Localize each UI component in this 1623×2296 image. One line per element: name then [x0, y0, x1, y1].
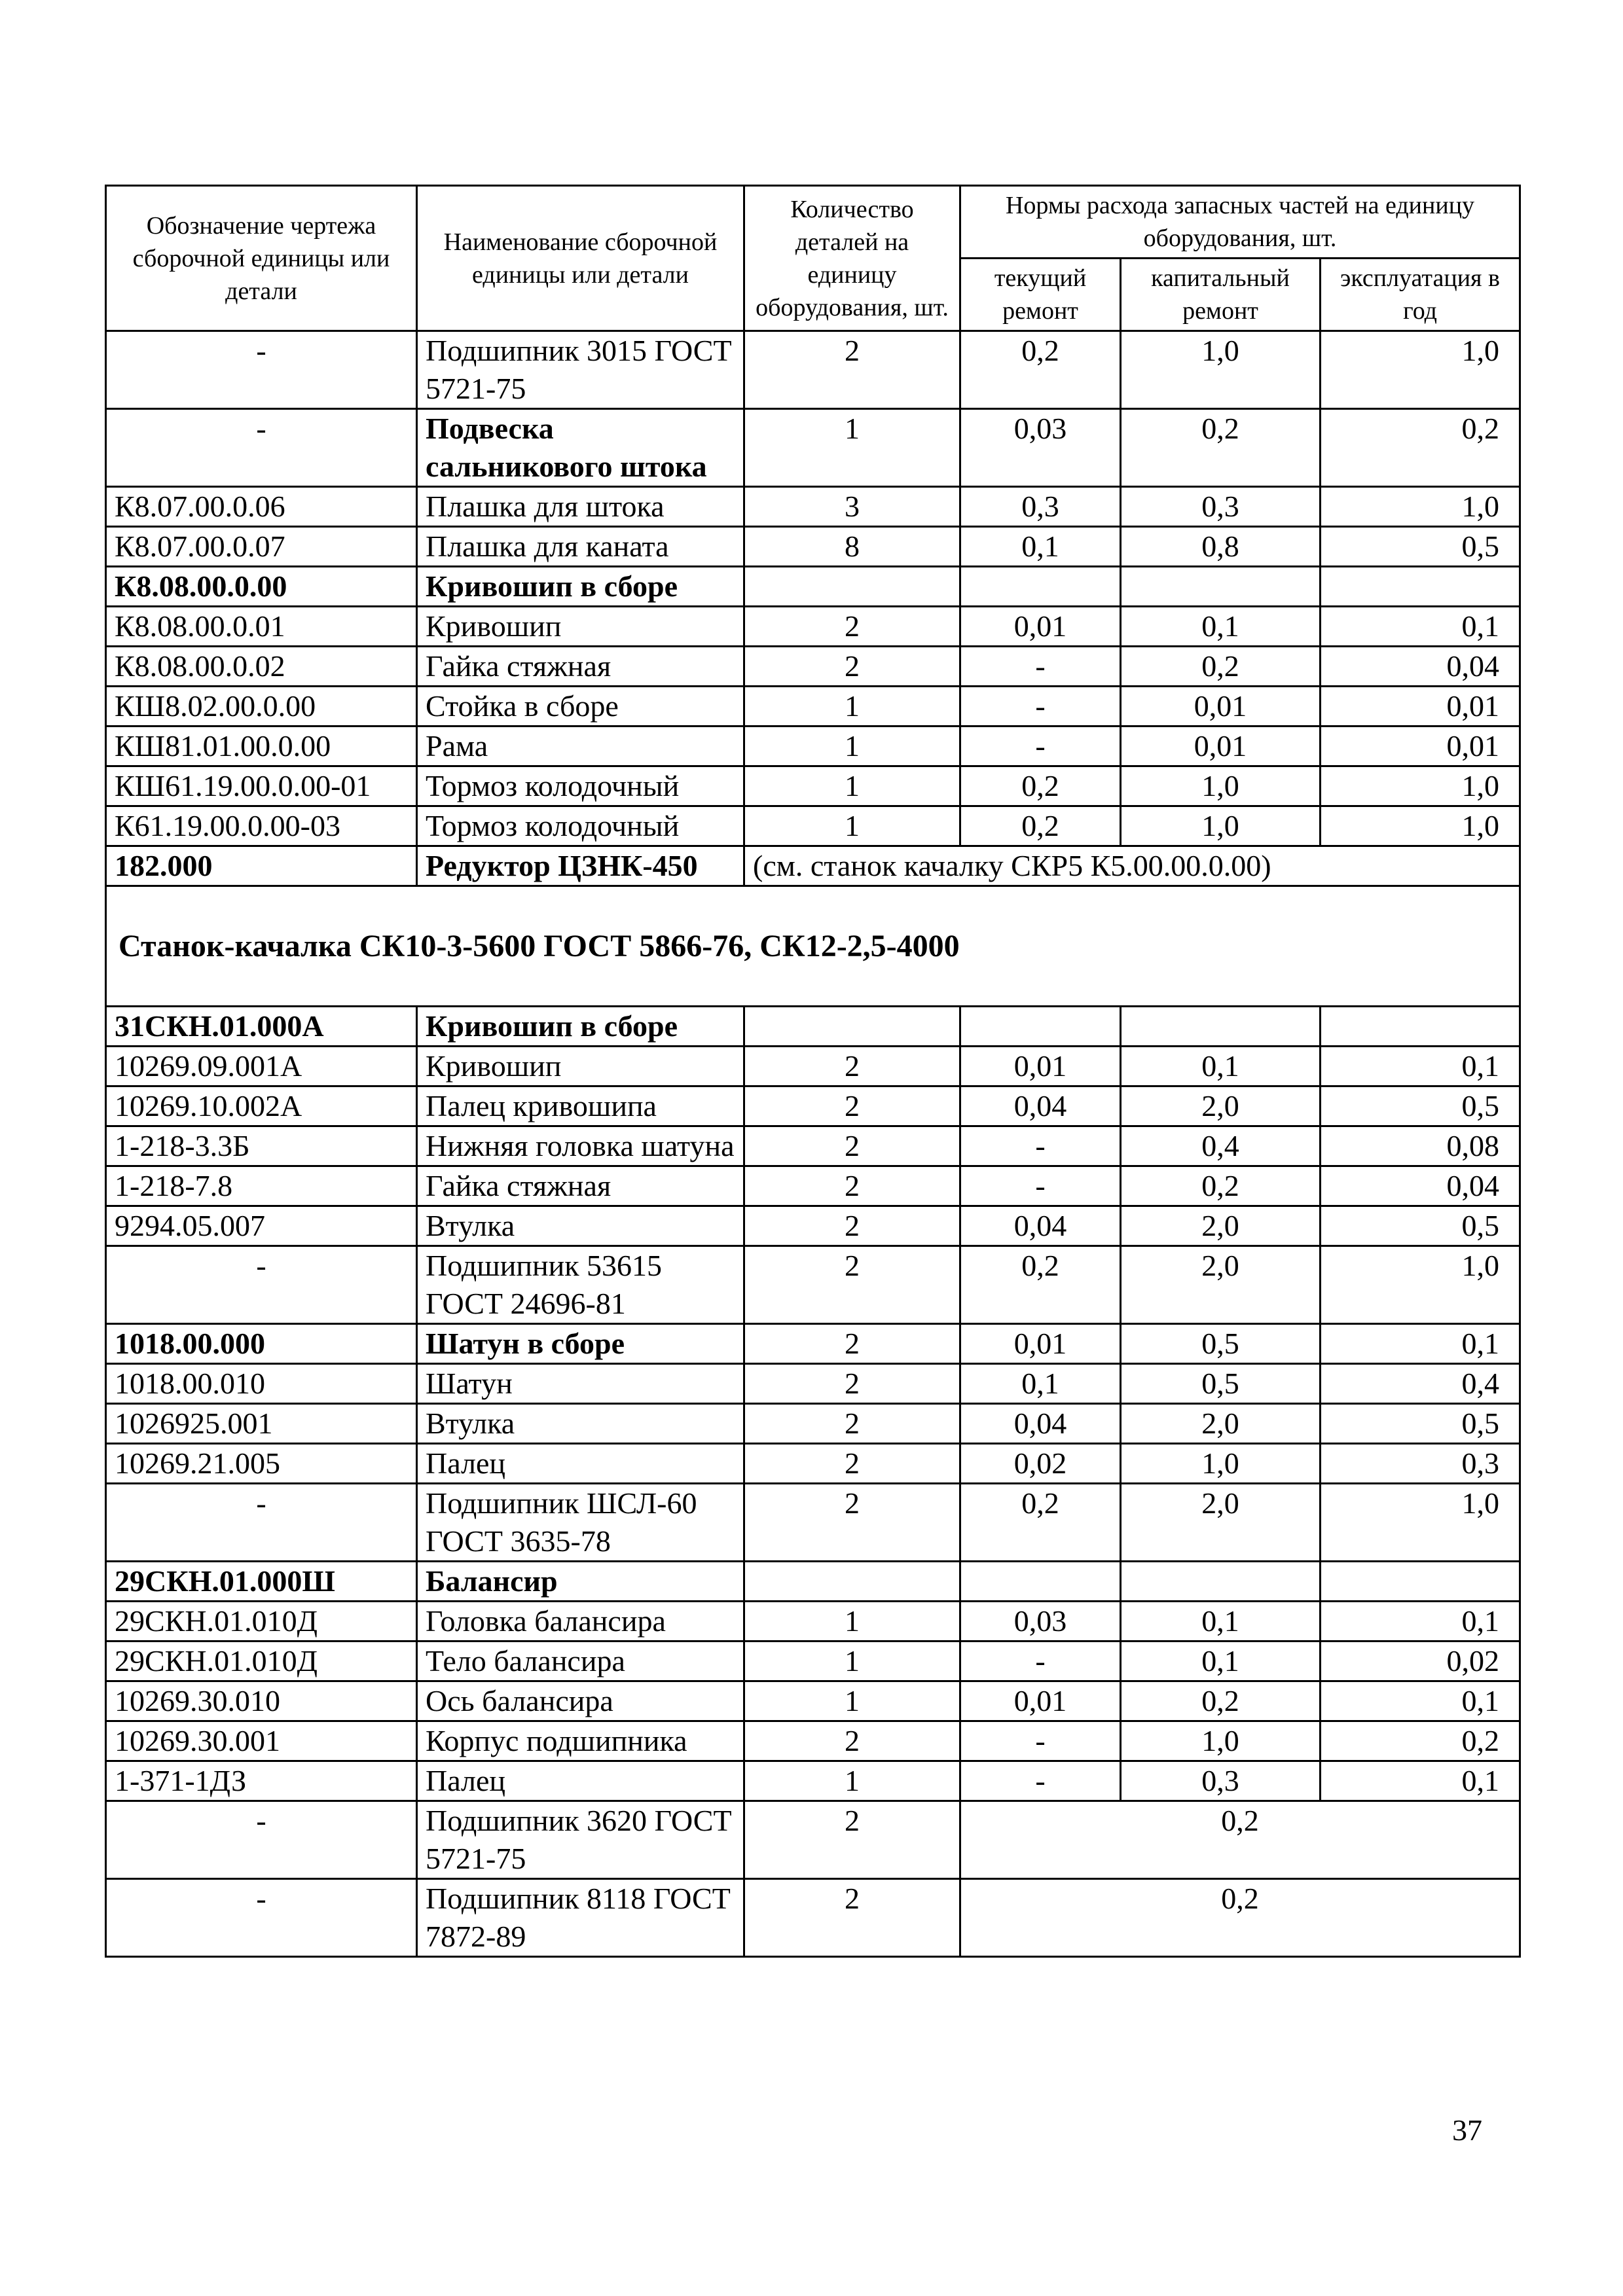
- norm-capital-cell: 0,01: [1121, 726, 1321, 766]
- part-name: Кривошип в сборе: [417, 567, 744, 607]
- drawing-code: К8.07.00.0.07: [106, 527, 417, 567]
- norm-exploit-cell: 0,1: [1321, 607, 1520, 647]
- norm-current-cell: [960, 1562, 1121, 1602]
- col-name-header: Наименование сборочной единицы или детали: [417, 186, 744, 331]
- norm-capital-cell: [1121, 567, 1321, 607]
- norm-capital-cell: 2,0: [1121, 1404, 1321, 1444]
- norm-current-cell: 0,04: [960, 1206, 1121, 1246]
- drawing-code: -: [106, 1879, 417, 1957]
- norm-current-cell: 0,01: [960, 1324, 1121, 1364]
- drawing-code: 1-218-7.8: [106, 1166, 417, 1206]
- part-name: Втулка: [417, 1404, 744, 1444]
- norm-capital-cell: 0,1: [1121, 1602, 1321, 1641]
- col-qty-header: Количество деталей на единицу оборудования, шт.: [744, 186, 960, 331]
- drawing-code: 10269.09.001А: [106, 1047, 417, 1086]
- norm-current-cell: 0,02: [960, 1444, 1121, 1484]
- norm-current-cell: -: [960, 1126, 1121, 1166]
- table-row: [106, 1126, 1520, 1166]
- norm-merged-cell: 0,2: [960, 1801, 1520, 1879]
- table-row: [106, 567, 1520, 607]
- drawing-code: 10269.30.010: [106, 1681, 417, 1721]
- table-row: [106, 1721, 1520, 1761]
- qty-cell: 1: [744, 1761, 960, 1801]
- norm-current-cell: 0,04: [960, 1086, 1121, 1126]
- part-name: Кривошип: [417, 1047, 744, 1086]
- norm-capital-cell: 0,5: [1121, 1324, 1321, 1364]
- table-row: [106, 1602, 1520, 1641]
- norm-current-cell: 0,2: [960, 331, 1121, 409]
- qty-cell: 1: [744, 1641, 960, 1681]
- table-row: [106, 647, 1520, 687]
- part-name: Тело балансира: [417, 1641, 744, 1681]
- drawing-code: 31СКН.01.000А: [106, 1007, 417, 1047]
- norm-capital-cell: 0,8: [1121, 527, 1321, 567]
- part-name: Тормоз колодочный: [417, 766, 744, 806]
- part-name: Головка балансира: [417, 1602, 744, 1641]
- norm-current-cell: [960, 567, 1121, 607]
- qty-cell: 2: [744, 647, 960, 687]
- qty-cell: 2: [744, 1246, 960, 1324]
- part-name: Гайка стяжная: [417, 1166, 744, 1206]
- drawing-code: 1-218-3.3Б: [106, 1126, 417, 1166]
- norm-capital-cell: 2,0: [1121, 1246, 1321, 1324]
- norm-exploit-cell: 0,1: [1321, 1324, 1520, 1364]
- table-row: [106, 1206, 1520, 1246]
- reducer-note: (см. станок качалку СКР5 К5.00.00.0.00): [744, 846, 1520, 886]
- part-name: Подшипник ШСЛ-60 ГОСТ 3635-78: [417, 1484, 744, 1562]
- page-number: 37: [1452, 2113, 1482, 2147]
- part-name: Палец: [417, 1444, 744, 1484]
- part-name: Подшипник 3015 ГОСТ 5721-75: [417, 331, 744, 409]
- qty-cell: 2: [744, 1047, 960, 1086]
- norm-exploit-cell: 0,1: [1321, 1761, 1520, 1801]
- norm-current-cell: 0,2: [960, 1246, 1121, 1324]
- norm-capital-cell: 0,4: [1121, 1126, 1321, 1166]
- drawing-code: 29СКН.01.000Ш: [106, 1562, 417, 1602]
- norm-current-cell: 0,01: [960, 607, 1121, 647]
- qty-cell: 1: [744, 687, 960, 726]
- norm-capital-cell: 1,0: [1121, 331, 1321, 409]
- table-row: [106, 766, 1520, 806]
- norm-current-cell: 0,2: [960, 766, 1121, 806]
- qty-cell: 2: [744, 1126, 960, 1166]
- part-name: Палец: [417, 1761, 744, 1801]
- norm-capital-cell: 1,0: [1121, 766, 1321, 806]
- drawing-code: 10269.10.002А: [106, 1086, 417, 1126]
- table-row: [106, 1166, 1520, 1206]
- col-exploit-header: эксплуатация в год: [1321, 259, 1520, 331]
- qty-cell: 2: [744, 1444, 960, 1484]
- table-row: [106, 1404, 1520, 1444]
- norm-exploit-cell: 0,01: [1321, 687, 1520, 726]
- table-row: [106, 1681, 1520, 1721]
- norm-current-cell: 0,2: [960, 806, 1121, 846]
- norm-exploit-cell: 0,04: [1321, 1166, 1520, 1206]
- table-row: [106, 1761, 1520, 1801]
- norm-current-cell: 0,3: [960, 487, 1121, 527]
- norm-current-cell: -: [960, 1761, 1121, 1801]
- qty-cell: 2: [744, 607, 960, 647]
- qty-cell: 2: [744, 1721, 960, 1761]
- qty-cell: 2: [744, 1801, 960, 1879]
- table-row: [106, 726, 1520, 766]
- norm-capital-cell: 0,01: [1121, 687, 1321, 726]
- table-row: [106, 1562, 1520, 1602]
- qty-cell: 3: [744, 487, 960, 527]
- norm-capital-cell: 0,1: [1121, 607, 1321, 647]
- table-body: [106, 331, 1520, 1957]
- part-name: Кривошип в сборе: [417, 1007, 744, 1047]
- qty-cell: 2: [744, 1324, 960, 1364]
- section-row: [106, 886, 1520, 1007]
- table-row: [106, 527, 1520, 567]
- table-row: [106, 487, 1520, 527]
- part-name: Балансир: [417, 1562, 744, 1602]
- norm-capital-cell: 0,2: [1121, 409, 1321, 487]
- norm-current-cell: 0,03: [960, 1602, 1121, 1641]
- part-name: Подшипник 53615 ГОСТ 24696-81: [417, 1246, 744, 1324]
- drawing-code: -: [106, 1801, 417, 1879]
- drawing-code: К8.08.00.0.02: [106, 647, 417, 687]
- part-name: Стойка в сборе: [417, 687, 744, 726]
- norm-exploit-cell: 0,1: [1321, 1602, 1520, 1641]
- drawing-code: 29СКН.01.010Д: [106, 1641, 417, 1681]
- part-name: Рама: [417, 726, 744, 766]
- part-name: Ось балансира: [417, 1681, 744, 1721]
- norm-current-cell: 0,01: [960, 1681, 1121, 1721]
- norm-capital-cell: 0,2: [1121, 1166, 1321, 1206]
- norm-capital-cell: [1121, 1562, 1321, 1602]
- norm-exploit-cell: [1321, 1007, 1520, 1047]
- qty-cell: 1: [744, 1681, 960, 1721]
- reducer-name: Редуктор ЦЗНК-450: [417, 846, 744, 886]
- norm-capital-cell: 0,2: [1121, 647, 1321, 687]
- table-row: [106, 1641, 1520, 1681]
- norm-current-cell: -: [960, 647, 1121, 687]
- norm-capital-cell: 0,3: [1121, 487, 1321, 527]
- norm-exploit-cell: 1,0: [1321, 806, 1520, 846]
- part-name: Подвеска сальникового штока: [417, 409, 744, 487]
- part-name: Шатун в сборе: [417, 1324, 744, 1364]
- norm-current-cell: -: [960, 726, 1121, 766]
- norm-current-cell: -: [960, 1721, 1121, 1761]
- part-name: Подшипник 8118 ГОСТ 7872-89: [417, 1879, 744, 1957]
- section-title: Станок-качалка СК10-3-5600 ГОСТ 5866-76, СК12-2,5-4000: [106, 886, 1520, 1007]
- norm-current-cell: [960, 1007, 1121, 1047]
- drawing-code: -: [106, 1484, 417, 1562]
- drawing-code: -: [106, 331, 417, 409]
- col-drawing-header: Обозначение чертежа сборочной единицы или детали: [106, 186, 417, 331]
- drawing-code: К8.08.00.0.01: [106, 607, 417, 647]
- norm-exploit-cell: 0,5: [1321, 1086, 1520, 1126]
- drawing-code: 1-371-1ДЗ: [106, 1761, 417, 1801]
- norm-current-cell: 0,01: [960, 1047, 1121, 1086]
- part-name: Палец кривошипа: [417, 1086, 744, 1126]
- norm-exploit-cell: 0,3: [1321, 1444, 1520, 1484]
- norm-capital-cell: 2,0: [1121, 1086, 1321, 1126]
- norm-exploit-cell: [1321, 1562, 1520, 1602]
- part-name: Нижняя головка шатуна: [417, 1126, 744, 1166]
- table-row: [106, 1444, 1520, 1484]
- qty-cell: 2: [744, 1086, 960, 1126]
- qty-cell: 2: [744, 1364, 960, 1404]
- drawing-code: 9294.05.007: [106, 1206, 417, 1246]
- table-row: [106, 806, 1520, 846]
- drawing-code: 29СКН.01.010Д: [106, 1602, 417, 1641]
- table-row: [106, 607, 1520, 647]
- part-name: Тормоз колодочный: [417, 806, 744, 846]
- part-name: Плашка для каната: [417, 527, 744, 567]
- norm-capital-cell: 1,0: [1121, 1444, 1321, 1484]
- drawing-code: К8.08.00.0.00: [106, 567, 417, 607]
- norm-current-cell: -: [960, 1641, 1121, 1681]
- col-norms-header: Нормы расхода запасных частей на единицу оборудования, шт.: [960, 186, 1520, 259]
- qty-cell: 2: [744, 1166, 960, 1206]
- reducer-row: [106, 846, 1520, 886]
- norm-capital-cell: 1,0: [1121, 806, 1321, 846]
- norm-exploit-cell: 0,1: [1321, 1047, 1520, 1086]
- norm-current-cell: 0,2: [960, 1484, 1121, 1562]
- norm-capital-cell: 0,3: [1121, 1761, 1321, 1801]
- part-name: Втулка: [417, 1206, 744, 1246]
- header-row-1: [106, 186, 1520, 259]
- norm-exploit-cell: 0,2: [1321, 1721, 1520, 1761]
- norm-current-cell: 0,03: [960, 409, 1121, 487]
- part-name: Корпус подшипника: [417, 1721, 744, 1761]
- table-row: [106, 687, 1520, 726]
- norm-merged-cell: 0,2: [960, 1879, 1520, 1957]
- table-row: [106, 1879, 1520, 1957]
- norm-exploit-cell: 1,0: [1321, 1484, 1520, 1562]
- qty-cell: 1: [744, 726, 960, 766]
- table-row: [106, 1047, 1520, 1086]
- qty-cell: 2: [744, 1404, 960, 1444]
- drawing-code: 10269.21.005: [106, 1444, 417, 1484]
- qty-cell: 1: [744, 1602, 960, 1641]
- table-row: [106, 1324, 1520, 1364]
- norm-capital-cell: 2,0: [1121, 1484, 1321, 1562]
- table-row: [106, 1484, 1520, 1562]
- norm-capital-cell: 0,1: [1121, 1641, 1321, 1681]
- table-row: [106, 1801, 1520, 1879]
- table-row: [106, 1007, 1520, 1047]
- drawing-code: КШ61.19.00.0.00-01: [106, 766, 417, 806]
- part-name: Гайка стяжная: [417, 647, 744, 687]
- norm-capital-cell: 0,2: [1121, 1681, 1321, 1721]
- reducer-code: 182.000: [106, 846, 417, 886]
- qty-cell: 2: [744, 1879, 960, 1957]
- qty-cell: 1: [744, 409, 960, 487]
- qty-cell: [744, 1562, 960, 1602]
- part-name: Шатун: [417, 1364, 744, 1404]
- norm-exploit-cell: 0,02: [1321, 1641, 1520, 1681]
- drawing-code: 1018.00.010: [106, 1364, 417, 1404]
- norm-exploit-cell: 0,5: [1321, 1206, 1520, 1246]
- norm-exploit-cell: 0,5: [1321, 1404, 1520, 1444]
- spare-parts-table: [105, 185, 1521, 1958]
- drawing-code: -: [106, 1246, 417, 1324]
- table-row: [106, 409, 1520, 487]
- col-capital-header: капитальный ремонт: [1121, 259, 1321, 331]
- qty-cell: 1: [744, 766, 960, 806]
- part-name: Плашка для штока: [417, 487, 744, 527]
- part-name: Подшипник 3620 ГОСТ 5721-75: [417, 1801, 744, 1879]
- drawing-code: КШ8.02.00.0.00: [106, 687, 417, 726]
- col-current-header: текущий ремонт: [960, 259, 1121, 331]
- drawing-code: -: [106, 409, 417, 487]
- drawing-code: 1026925.001: [106, 1404, 417, 1444]
- norm-exploit-cell: 0,08: [1321, 1126, 1520, 1166]
- norm-exploit-cell: 0,5: [1321, 527, 1520, 567]
- table-row: [106, 331, 1520, 409]
- norm-capital-cell: 1,0: [1121, 1721, 1321, 1761]
- table-row: [106, 1086, 1520, 1126]
- norm-exploit-cell: 1,0: [1321, 487, 1520, 527]
- norm-exploit-cell: [1321, 567, 1520, 607]
- norm-capital-cell: [1121, 1007, 1321, 1047]
- part-name: Кривошип: [417, 607, 744, 647]
- drawing-code: К8.07.00.0.06: [106, 487, 417, 527]
- qty-cell: [744, 567, 960, 607]
- norm-capital-cell: 0,1: [1121, 1047, 1321, 1086]
- table-row: [106, 1364, 1520, 1404]
- norm-current-cell: -: [960, 1166, 1121, 1206]
- norm-current-cell: -: [960, 687, 1121, 726]
- qty-cell: 1: [744, 806, 960, 846]
- norm-current-cell: 0,1: [960, 1364, 1121, 1404]
- qty-cell: 2: [744, 1484, 960, 1562]
- norm-capital-cell: 0,5: [1121, 1364, 1321, 1404]
- norm-exploit-cell: 0,1: [1321, 1681, 1520, 1721]
- norm-exploit-cell: 0,2: [1321, 409, 1520, 487]
- qty-cell: 2: [744, 1206, 960, 1246]
- norm-exploit-cell: 1,0: [1321, 1246, 1520, 1324]
- norm-capital-cell: 2,0: [1121, 1206, 1321, 1246]
- drawing-code: 1018.00.000: [106, 1324, 417, 1364]
- table-row: [106, 1246, 1520, 1324]
- qty-cell: 8: [744, 527, 960, 567]
- norm-exploit-cell: 0,4: [1321, 1364, 1520, 1404]
- norm-exploit-cell: 1,0: [1321, 766, 1520, 806]
- drawing-code: 10269.30.001: [106, 1721, 417, 1761]
- drawing-code: К61.19.00.0.00-03: [106, 806, 417, 846]
- norm-current-cell: 0,1: [960, 527, 1121, 567]
- norm-exploit-cell: 1,0: [1321, 331, 1520, 409]
- norm-exploit-cell: 0,01: [1321, 726, 1520, 766]
- norm-current-cell: 0,04: [960, 1404, 1121, 1444]
- norm-exploit-cell: 0,04: [1321, 647, 1520, 687]
- drawing-code: КШ81.01.00.0.00: [106, 726, 417, 766]
- qty-cell: 2: [744, 331, 960, 409]
- qty-cell: [744, 1007, 960, 1047]
